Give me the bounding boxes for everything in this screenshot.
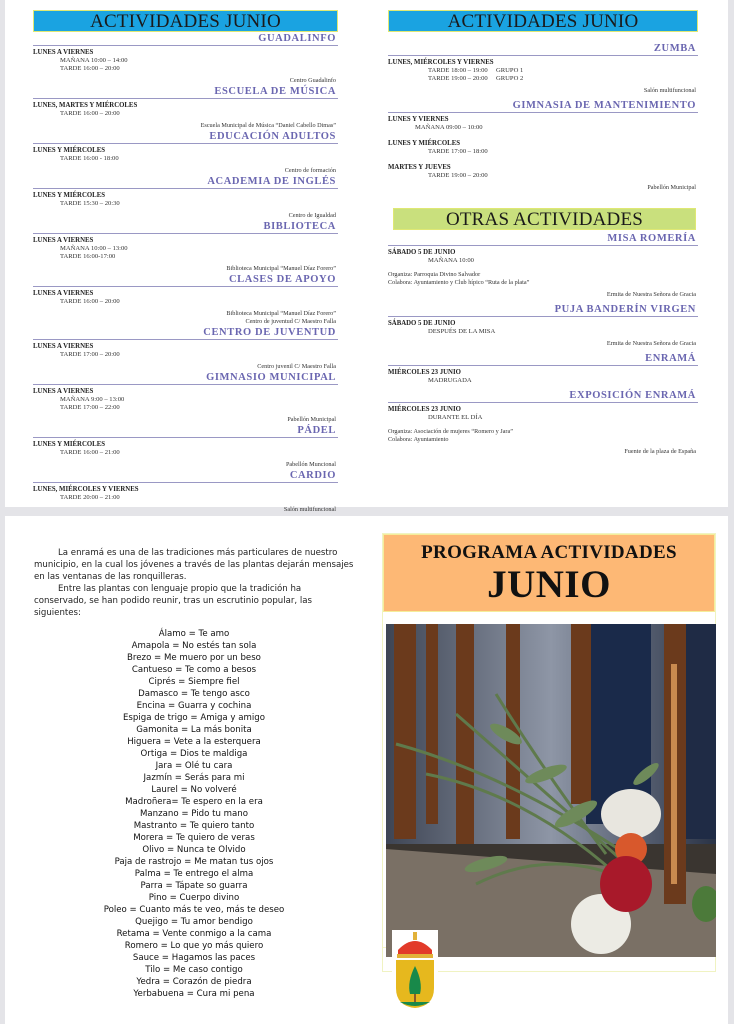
section-gimnasio-municipal bbox=[33, 371, 338, 424]
section-title: ZUMBA bbox=[653, 43, 696, 54]
section-days: LUNES Y MIÉRCOLES bbox=[388, 140, 461, 147]
section-title: EDUCACIÓN ADULTOS bbox=[209, 131, 336, 142]
section-place: Ermita de Nuestra Señora de Gracia bbox=[606, 340, 696, 347]
plant-list-item: Cantueso = Te como a besos bbox=[131, 665, 257, 675]
section-header bbox=[33, 371, 338, 385]
section-title: GIMNASIA DE MANTENIMIENTO bbox=[512, 100, 696, 111]
section-days: LUNES, MARTES Y MIÉRCOLES bbox=[33, 102, 138, 109]
section-days: LUNES Y MIÉRCOLES bbox=[33, 192, 106, 199]
schedule-time: TARDE 18:00 – 19:00 GRUPO 1 bbox=[428, 67, 524, 74]
section-title: CARDIO bbox=[289, 470, 336, 481]
section-biblioteca bbox=[33, 220, 338, 273]
section-title: ESCUELA DE MÚSICA bbox=[214, 86, 336, 97]
schedule-time: MAÑANA 10:00 – 14:00 bbox=[60, 57, 128, 64]
schedule-time: TARDE 16:00 – 20:00 bbox=[60, 65, 120, 72]
section-header bbox=[388, 352, 698, 366]
section-place: Salón multifuncional bbox=[643, 87, 696, 94]
section-place: Ermita de Nuestra Señora de Gracia bbox=[606, 291, 696, 298]
section-place: Biblioteca Municipal “Manuel Díaz Forero” bbox=[226, 310, 336, 317]
group-label: GRUPO 2 bbox=[495, 75, 524, 82]
plant-list-item: Madroñera= Te espero en la era bbox=[125, 797, 263, 807]
page-actividades-1 bbox=[33, 10, 338, 514]
section-title: EXPOSICIÓN ENRAMÁ bbox=[569, 390, 696, 401]
section-days: LUNES A VIERNES bbox=[33, 49, 94, 56]
plant-list-item: Damasco = Te tengo asco bbox=[138, 689, 250, 699]
section-header bbox=[388, 42, 698, 56]
schedule-time: TARDE 17:00 – 18:00 bbox=[428, 148, 488, 155]
section-header bbox=[33, 220, 338, 234]
section-title: CENTRO DE JUVENTUD bbox=[203, 327, 336, 338]
schedule-time: TARDE 16:00 - 18:00 bbox=[60, 155, 119, 162]
banner-actividades-junio: ACTIVIDADES JUNIO bbox=[33, 10, 338, 32]
section-title: PUJA BANDERÍN VIRGEN bbox=[554, 304, 696, 315]
section-title: ENRAMÁ bbox=[645, 353, 696, 364]
section-cardio bbox=[33, 469, 338, 514]
schedule-time: TARDE 19:00 – 20:00 bbox=[428, 172, 488, 179]
organizer-line: Colabora: Ayuntamiento y Club hípico “Ruta de la plata” bbox=[388, 279, 530, 286]
plant-list-item: Poleo = Cuanto más te veo, más te deseo bbox=[103, 905, 285, 915]
schedule-time: MADRUGADA bbox=[428, 377, 472, 384]
section-place: Escuela Municipal de Música “Daniel Cabello Dimas” bbox=[200, 122, 336, 129]
section-place: Pabellón Municipal bbox=[647, 184, 696, 191]
section-days: LUNES, MIÉRCOLES Y VIERNES bbox=[388, 59, 494, 66]
section-place: Centro juvenil C/ Maestro Falla bbox=[257, 363, 336, 370]
section-days: MARTES Y JUEVES bbox=[388, 164, 451, 171]
section-header bbox=[33, 32, 338, 46]
section-header bbox=[33, 326, 338, 340]
schedule-time: TARDE 19:00 – 20:00 GRUPO 2 bbox=[428, 75, 524, 82]
section-days: SÁBADO 5 DE JUNIO bbox=[388, 320, 456, 327]
plant-list-item: Romero = Lo que yo más quiero bbox=[124, 941, 264, 951]
section-header bbox=[33, 273, 338, 287]
plant-list-item: Ciprés = Siempre fiel bbox=[148, 677, 240, 687]
section-title: GIMNASIO MUNICIPAL bbox=[206, 372, 336, 383]
plant-list-item: Quejigo = Tu amor bendigo bbox=[135, 917, 253, 927]
page-cover bbox=[382, 533, 716, 972]
section-educaci-n-adultos bbox=[33, 130, 338, 175]
schedule-time: MAÑANA 09:00 – 10:00 bbox=[415, 124, 483, 131]
section-header bbox=[33, 424, 338, 438]
intro-paragraph-2: Entre las plantas con lenguaje propio que la tradición ha conservado, se han podido reunir, tras un escrutinio popular, las siguientes: bbox=[34, 584, 313, 618]
plant-list-item: Pino = Cuerpo divino bbox=[148, 893, 240, 903]
schedule-time: TARDE 17:00 – 22:00 bbox=[60, 404, 120, 411]
section-header bbox=[388, 99, 698, 113]
section-academia-de-ingl-s bbox=[33, 175, 338, 220]
page-actividades-2 bbox=[388, 10, 698, 456]
section-title: ACADEMIA DE INGLÉS bbox=[207, 176, 336, 187]
section-days: LUNES A VIERNES bbox=[33, 237, 94, 244]
plant-list-item: Parra = Tápate so guarra bbox=[140, 881, 248, 891]
section-place: Centro Guadalinfo bbox=[289, 77, 336, 84]
plant-list-item: Jara = Olé tu cara bbox=[155, 761, 233, 771]
organizer-line: Organiza: Parroquia Divino Salvador bbox=[388, 271, 481, 278]
section-gimnasia bbox=[388, 99, 698, 192]
schedule-time: TARDE 16:00-17:00 bbox=[60, 253, 116, 260]
plant-list-item: Jazmín = Serás para mi bbox=[143, 773, 245, 783]
section-header bbox=[33, 85, 338, 99]
schedule-time: TARDE 20:00 – 21:00 bbox=[60, 494, 120, 501]
organizer-line: Colabora: Ayuntamiento bbox=[388, 436, 449, 443]
section-guadalinfo bbox=[33, 32, 338, 85]
plant-list-item: Olivo = Nunca te Olvido bbox=[142, 845, 246, 855]
section-title: MISA ROMERÍA bbox=[607, 233, 696, 244]
banner-actividades-junio-2: ACTIVIDADES JUNIO bbox=[388, 10, 698, 32]
section-header bbox=[388, 303, 698, 317]
plant-list-item: Laurel = No volveré bbox=[151, 785, 237, 795]
section-days: SÁBADO 5 DE JUNIO bbox=[388, 249, 456, 256]
section-place: Centro de formación bbox=[284, 167, 336, 174]
plant-list bbox=[34, 628, 354, 1000]
plant-list-item: Tilo = Me caso contigo bbox=[145, 965, 243, 975]
section-days: LUNES Y VIERNES bbox=[388, 116, 449, 123]
section-header bbox=[33, 469, 338, 483]
plant-list-item: Morera = Te quiero de veras bbox=[133, 833, 255, 843]
schedule-time: MAÑANA 10:00 bbox=[428, 257, 474, 264]
section-days: LUNES Y MIÉRCOLES bbox=[33, 147, 106, 154]
schedule-time: MAÑANA 10:00 – 13:00 bbox=[60, 245, 128, 252]
plant-list-item: Manzano = Pido tu mano bbox=[140, 809, 248, 819]
municipal-coat-of-arms-icon bbox=[392, 930, 438, 1010]
section-days: MIÉRCOLES 23 JUNIO bbox=[388, 369, 461, 376]
flowers-photo-icon bbox=[386, 624, 716, 957]
section-place: Biblioteca Municipal “Manuel Díaz Forero” bbox=[226, 265, 336, 272]
plant-list-item: Paja de rastrojo = Me matan tus ojos bbox=[114, 857, 274, 867]
section-header bbox=[33, 130, 338, 144]
section-days: MIÉRCOLES 23 JUNIO bbox=[388, 406, 461, 413]
plant-list-item: Gamonita = La más bonita bbox=[136, 725, 252, 735]
section-title: CLASES DE APOYO bbox=[228, 274, 336, 285]
section-days: LUNES A VIERNES bbox=[33, 343, 94, 350]
plant-list-item: Higuera = Vete a la esterquera bbox=[127, 737, 261, 747]
section-days: LUNES A VIERNES bbox=[33, 388, 94, 395]
section-escuela-de-m-sica bbox=[33, 85, 338, 130]
section-centro-de-juventud bbox=[33, 326, 338, 371]
plant-list-item: Palma = Te entrego el alma bbox=[134, 869, 254, 879]
section-days: LUNES A VIERNES bbox=[33, 290, 94, 297]
section-place: Centro de Igualdad bbox=[288, 212, 336, 219]
cover-month: JUNIO bbox=[487, 563, 611, 606]
schedule-time: TARDE 15:30 – 20:30 bbox=[60, 200, 120, 207]
schedule-time: MAÑANA 9:00 – 13:00 bbox=[60, 396, 125, 403]
section-days: LUNES Y MIÉRCOLES bbox=[33, 441, 106, 448]
plant-list-item: Yerbabuena = Cura mi pena bbox=[133, 989, 255, 999]
page-enrama bbox=[34, 547, 354, 1000]
section-place: Fuente de la plaza de España bbox=[624, 448, 696, 455]
organizer-line: Organiza: Asociación de mujeres “Romero y Jara” bbox=[388, 428, 513, 435]
plant-list-item: Sauce = Hagamos las paces bbox=[132, 953, 256, 963]
section-days: LUNES, MIÉRCOLES Y VIERNES bbox=[33, 486, 139, 493]
intro-paragraph: La enramá es una de las tradiciones más particulares de nuestro municipio, en la cual los jóvenes a través de las plantas dejarán mensajes en las ventanas de las ronquilleras. bbox=[34, 548, 354, 582]
schedule-time: DESPUÉS DE LA MISA bbox=[428, 328, 496, 335]
section-zumba bbox=[388, 42, 698, 95]
schedule-time: TARDE 16:00 – 21:00 bbox=[60, 449, 120, 456]
section-header bbox=[388, 389, 698, 403]
section-title: BIBLIOTECA bbox=[263, 221, 336, 232]
section-title: PÁDEL bbox=[297, 425, 336, 436]
section-title: GUADALINFO bbox=[258, 33, 336, 44]
plant-list-item: Ortiga = Dios te maldiga bbox=[140, 749, 248, 759]
schedule-time: DURANTE EL DÍA bbox=[428, 414, 483, 421]
plant-list-item: Álamo = Te amo bbox=[158, 629, 230, 639]
section-header bbox=[33, 175, 338, 189]
plant-list-item: Retama = Vente conmigo a la cama bbox=[116, 929, 272, 939]
plant-list-item: Encina = Guarra y cochina bbox=[136, 701, 252, 711]
section-otra-actividad bbox=[388, 303, 698, 348]
plant-list-item: Yedra = Corazón de piedra bbox=[136, 977, 252, 987]
section-otra-actividad bbox=[388, 389, 698, 456]
section-clases-de-apoyo bbox=[33, 273, 338, 326]
schedule-time: TARDE 16:00 – 20:00 bbox=[60, 110, 120, 117]
plant-list-item: Amapola = No estés tan sola bbox=[131, 641, 257, 651]
plant-list-item: Brezo = Me muero por un beso bbox=[127, 653, 261, 663]
plant-list-item: Espiga de trigo = Amiga y amigo bbox=[123, 713, 265, 723]
banner-otras-actividades: OTRAS ACTIVIDADES bbox=[393, 208, 696, 230]
schedule-time: TARDE 17:00 – 20:00 bbox=[60, 351, 120, 358]
section-header bbox=[388, 232, 698, 246]
section-place: Pabellón Muncional bbox=[285, 461, 336, 468]
section-p-del bbox=[33, 424, 338, 469]
section-place: Centro de juventud C/ Maestro Falla bbox=[245, 318, 336, 325]
cover-title: PROGRAMA ACTIVIDADES bbox=[421, 542, 677, 563]
section-otra-actividad bbox=[388, 352, 698, 385]
schedule-time: TARDE 16:00 – 20:00 bbox=[60, 298, 120, 305]
cover-title-block bbox=[383, 534, 715, 612]
section-place: Pabellón Municipal bbox=[287, 416, 336, 423]
plant-list-item: Mastranto = Te quiero tanto bbox=[133, 821, 255, 831]
section-place: Salón multifuncional bbox=[283, 506, 336, 513]
group-label: GRUPO 1 bbox=[495, 67, 524, 74]
section-otra-actividad bbox=[388, 232, 698, 299]
